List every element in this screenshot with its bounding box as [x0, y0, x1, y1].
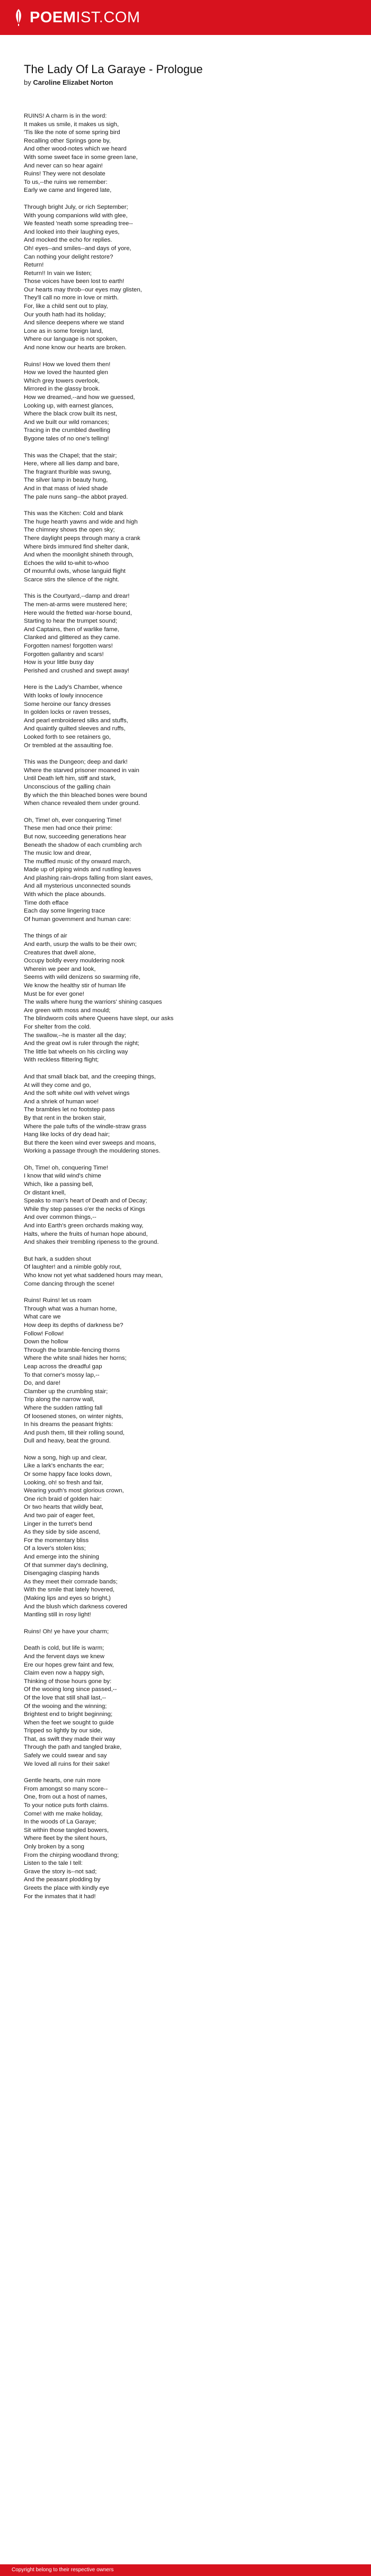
poem-line: Those voices have been lost to earth! — [24, 278, 125, 285]
poem-line: Oh! eyes--and smiles--and days of yore, — [24, 245, 131, 252]
poem-line: Listen to the tale I tell: — [24, 1860, 83, 1867]
poem-line: Scarce stirs the silence of the night. — [24, 576, 119, 583]
poem-line: And two pair of eager feet, — [24, 1512, 95, 1519]
poem-line: Down the hollow — [24, 1339, 68, 1345]
poem-line: Ruins! Oh! ye have your charm; — [24, 1628, 109, 1635]
poem-line: This was the Kitchen: Cold and blank — [24, 510, 123, 517]
poem-line: Here would the fretted war-horse bound, — [24, 609, 132, 616]
poem-line: Where the white snail hides her horns; — [24, 1355, 127, 1362]
poem-line: Tracing in the crumbled dwelling — [24, 427, 110, 434]
poem-line: Each day some lingering trace — [24, 908, 105, 915]
poem-line: Hang like locks of dry dead hair; — [24, 1131, 110, 1138]
poem-line: For shelter from the cold. — [24, 1023, 91, 1030]
poem-line: Of mournful owls, whose languid flight — [24, 568, 126, 575]
poem-line: Linger in the turret's bend — [24, 1520, 92, 1527]
poem-line: And push them, till their rolling sound, — [24, 1429, 125, 1436]
poem-line: Who know not yet what saddened hours may mean, — [24, 1272, 163, 1279]
poem-line: And emerge into the shining — [24, 1554, 99, 1560]
poem-line: Where birds immured find shelter dank, — [24, 543, 129, 550]
poem-line: The fragrant thurible was swung, — [24, 468, 112, 475]
poem-line: Working a passage through the mouldering stones. — [24, 1148, 161, 1155]
poem-line: And we built our wild romances; — [24, 419, 109, 426]
poem-line: And a shriek of human woe! — [24, 1098, 99, 1105]
poem-line: Or some happy face looks down, — [24, 1471, 112, 1478]
poem-line: RUINS! A charm is in the word: — [24, 113, 107, 119]
poem-line: What care we — [24, 1314, 61, 1321]
stanza — [24, 203, 347, 352]
poem-line: There daylight peeps through many a crank — [24, 535, 140, 542]
poem-line: We loved all ruins for their sake! — [24, 1760, 110, 1767]
poem-line: The silver lamp in beauty hung, — [24, 477, 108, 484]
poem-content — [24, 63, 347, 1909]
poem-line: Gentle hearts, one ruin more — [24, 1777, 101, 1784]
poem-line: Forgotten names! forgotten wars! — [24, 643, 113, 650]
poem-line: For the momentary bliss — [24, 1537, 89, 1544]
quill-pen-icon — [12, 8, 25, 26]
poem-line: And the peasant plodding by — [24, 1876, 101, 1883]
stanza — [24, 361, 347, 444]
poem-line: Now a song, high up and clear, — [24, 1454, 107, 1461]
poem-line: At will they come and go, — [24, 1082, 91, 1088]
poem-line: And mocked the echo for replies. — [24, 237, 112, 244]
poem-line: How we loved the haunted glen — [24, 369, 108, 376]
poem-line: And looked into their laughing eyes, — [24, 228, 120, 235]
poem-line: These men had once their prime: — [24, 825, 113, 832]
poem-line: Here, where all lies damp and bare, — [24, 461, 119, 467]
poem-line: With reckless flittering flight; — [24, 1057, 99, 1064]
poem-line: Where the starved prisoner moaned in vain — [24, 767, 139, 774]
poem-line: For, like a child sent out to play, — [24, 303, 108, 310]
poem-line: And plashing rain-drops falling from slant eaves, — [24, 874, 153, 881]
poem-line: Can nothing your delight restore? — [24, 253, 113, 260]
poem-line: And that small black bat, and the creeping things, — [24, 1073, 156, 1080]
stanza — [24, 1628, 347, 1636]
poem-line: Our hearts may throb--our eyes may glisten, — [24, 286, 142, 293]
poem-line: From amongst so many score-- — [24, 1785, 108, 1792]
stanza — [24, 112, 347, 195]
poem-line: I know that wild wind's chime — [24, 1173, 101, 1180]
poem-line: Where the sudden rattling fall — [24, 1404, 103, 1411]
poem-line: Leap across the dreadful gap — [24, 1363, 102, 1370]
poem-line: Creatures that dwell alone, — [24, 949, 96, 956]
stanza — [24, 592, 347, 675]
poem-line: Of the wooing long since passed,-- — [24, 1686, 117, 1693]
poem-line: Starting to hear the trumpet sound; — [24, 618, 118, 625]
poem-line: Echoes the wild to-whit to-whoo — [24, 560, 109, 566]
poem-line: As they side by side ascend, — [24, 1529, 101, 1536]
poem-line: In the woods of La Garaye; — [24, 1819, 96, 1826]
poem-line: With looks of lowly innocence — [24, 693, 103, 699]
poem-line: Early we came and lingered late, — [24, 187, 112, 194]
poem-line: But hark, a sudden shout — [24, 1255, 91, 1262]
poem-byline — [24, 78, 347, 87]
stanza — [24, 758, 347, 808]
poem-body — [24, 112, 347, 1901]
poem-line: And never can so hear again! — [24, 162, 103, 169]
poem-line: Death is cold, but life is warm; — [24, 1645, 104, 1652]
poem-line: To that corner's mossy lap,-- — [24, 1371, 100, 1378]
poem-line: Where fleet by the silent hours, — [24, 1835, 108, 1842]
poem-line: Of human government and human care: — [24, 916, 131, 923]
poem-line: Until Death left him, stiff and stark, — [24, 775, 116, 782]
poem-line: Where the pale tufts of the windle-straw grass — [24, 1123, 147, 1130]
poem-line: That, as swift they made their way — [24, 1736, 116, 1742]
stanza — [24, 510, 347, 584]
poem-line: Thinking of those hours gone by: — [24, 1678, 112, 1685]
poem-line: Oh, Time! oh, ever conquering Time! — [24, 817, 122, 824]
poem-line: Of laughter! and a nimble gobly rout, — [24, 1264, 122, 1271]
poem-line: And quaintly quilted sleeves and ruffs, — [24, 725, 126, 732]
poem-line: Halts, where the fruits of human hope abound, — [24, 1231, 148, 1237]
poem-line: Ere our hopes grew faint and few, — [24, 1661, 114, 1668]
poem-line: Bygone tales of no one's telling! — [24, 435, 109, 442]
poem-line: And the soft white owl with velvet wings — [24, 1090, 130, 1097]
poem-line: Clanked and glittered as they came. — [24, 634, 120, 641]
poem-line: Of that summer day's declining, — [24, 1562, 109, 1569]
poem-line: Come! with me make holiday, — [24, 1810, 103, 1817]
poem-line: Brightest end to bright beginning; — [24, 1711, 113, 1718]
brand-name-light: IST.COM — [76, 8, 140, 26]
stanza — [24, 932, 347, 1065]
poem-line: And none know our hearts are broken. — [24, 344, 127, 351]
poem-line: Through the path and tangled brake, — [24, 1744, 122, 1751]
stanza — [24, 684, 347, 750]
poem-line: Looking, oh! so fresh and fair, — [24, 1479, 103, 1486]
poem-line: Perished and crushed and swept away! — [24, 667, 129, 674]
poem-line: With the smile that lately hovered, — [24, 1587, 114, 1594]
poem-line: Looking up, with earnest glances, — [24, 402, 114, 409]
poem-line: Ruins! How we loved them then! — [24, 361, 111, 368]
poem-line: Recalling other Springs gone by, — [24, 137, 111, 144]
stanza — [24, 1073, 347, 1156]
poem-title: The Lady Of La Garaye - Prologue — [24, 63, 203, 76]
poem-line: From the chirping woodland throng; — [24, 1852, 119, 1858]
stanza — [24, 1164, 347, 1247]
poem-line: Disengaging clasping hands — [24, 1570, 100, 1577]
poem-line: Where the black crow built its nest, — [24, 411, 117, 418]
poem-line: With some sweet face in some green lane, — [24, 154, 138, 161]
poem-line: Or distant knell, — [24, 1189, 66, 1196]
poem-line: Sit within those tangled bowers, — [24, 1827, 109, 1834]
poem-line: Follow! Follow! — [24, 1330, 64, 1337]
poem-line: And earth, usurp the walls to be their own; — [24, 941, 137, 948]
poem-line: The chimney shows the open sky; — [24, 527, 115, 534]
site-logo[interactable] — [12, 6, 140, 29]
poem-line: Or trembled at the assaulting foe. — [24, 742, 113, 749]
poem-line: Made up of piping winds and rustling leaves — [24, 866, 141, 873]
stanza — [24, 1297, 347, 1446]
poem-line: And the fervent days we knew — [24, 1653, 104, 1660]
poem-line: And shakes their trembling ripeness to the ground. — [24, 1239, 159, 1246]
stanza — [24, 1644, 347, 1768]
stanza — [24, 1255, 347, 1288]
poem-line: In golden locks or raven tresses, — [24, 709, 111, 716]
poem-line: To us,--the ruins we remember: — [24, 179, 108, 185]
poem-line: To your notice puts forth claims. — [24, 1802, 109, 1809]
poem-line: (Making lips and eyes so bright,) — [24, 1595, 111, 1601]
poem-line: This is the Courtyard,--damp and drear! — [24, 593, 130, 600]
poem-line: But now, succeeding generations hear — [24, 833, 127, 840]
poem-line: Ruins! They were not desolate — [24, 171, 105, 178]
poem-line: In his dreams the peasant frights: — [24, 1421, 113, 1428]
poem-line: They'll call no more in love or mirth. — [24, 295, 119, 302]
poem-line: Trip along the narrow wall, — [24, 1396, 95, 1403]
poem-line: Speaks to man's heart of Death and of Decay; — [24, 1198, 147, 1205]
poem-line: Of a lover's stolen kiss; — [24, 1545, 86, 1552]
brand-name-strong: POEM — [30, 8, 76, 26]
poem-line: It makes us smile, it makes us sigh, — [24, 121, 119, 128]
poem-line: Claim even now a happy sigh, — [24, 1670, 104, 1677]
poem-line: How deep its depths of darkness be? — [24, 1322, 123, 1329]
poem-line: Through the bramble-fencing thorns — [24, 1347, 120, 1353]
poem-line: One rich braid of golden hair: — [24, 1495, 102, 1502]
poem-line: Of the love that still shall last,-- — [24, 1694, 107, 1701]
poem-line: And Captains, then of warlike fame, — [24, 626, 119, 633]
poem-line: Are green with moss and mould; — [24, 1007, 111, 1014]
poem-line: Lone as in some foreign land, — [24, 327, 103, 334]
poem-line: With which the place abounds. — [24, 891, 106, 898]
poem-line: As they meet their comrade bands; — [24, 1578, 118, 1585]
poem-line: Beneath the shadow of each crumbling arch — [24, 842, 142, 848]
poem-line: Through bright July, or rich September; — [24, 203, 128, 210]
poem-line: And silence deepens where we stand — [24, 320, 124, 326]
poem-line: For the inmates that it had! — [24, 1893, 96, 1900]
poem-line: The music low and drear, — [24, 850, 92, 857]
poem-line: Wherein we peer and look, — [24, 966, 96, 972]
stanza — [24, 1777, 347, 1901]
poem-line: Of loosened stones, on winter nights, — [24, 1413, 123, 1420]
poem-line: The little bat wheels on his circling way — [24, 1048, 128, 1055]
poem-line: Ruins! Ruins! let us roam — [24, 1297, 92, 1304]
poem-line: Occupy boldly every mouldering nook — [24, 958, 125, 964]
copyright-notice: Copyright belong to their respective owners — [12, 2567, 114, 2573]
poem-line: Or two hearts that wildly beat, — [24, 1504, 104, 1511]
poem-line: Which grey towers overlook, — [24, 377, 100, 384]
poem-line: We know the healthy stir of human life — [24, 982, 126, 989]
poem-line: When the feet we sought to guide — [24, 1719, 114, 1726]
poem-line: How is your little busy day — [24, 659, 94, 666]
poem-line: One, from out a host of names, — [24, 1794, 108, 1801]
poem-line: Our youth hath had its holiday; — [24, 311, 106, 318]
poem-line: And the great owl is ruler through the night; — [24, 1040, 139, 1047]
poem-line: This was the Dungeon; deep and dark! — [24, 759, 128, 766]
poem-line: The huge hearth yawns and wide and high — [24, 518, 138, 525]
poem-line: By which the thin bleached bones were bound — [24, 792, 147, 799]
site-header — [0, 0, 371, 35]
poem-line: The men-at-arms were mustered here; — [24, 601, 127, 608]
poem-line: Time doth efface — [24, 899, 69, 906]
poem-line: When chance revealed them under ground. — [24, 800, 140, 807]
poem-line: The walls where hung the warriors' shining casques — [24, 999, 162, 1006]
brand-name — [30, 9, 140, 26]
poem-line: The blindworm coils where Queens have slept, our asks — [24, 1015, 174, 1022]
poem-line: Clamber up the crumbling stair; — [24, 1388, 108, 1395]
poem-line: Mirrored in the glassy brook. — [24, 386, 100, 393]
poem-line: The muffled music of thy onward march, — [24, 858, 131, 865]
poem-line: And the blush which darkness covered — [24, 1603, 128, 1610]
poem-line: Oh, Time! oh, conquering Time! — [24, 1164, 108, 1171]
poem-line: The things of air — [24, 933, 67, 940]
poem-line: 'Tis like the note of some spring bird — [24, 129, 120, 136]
poem-line: This was the Chapel; that the stair; — [24, 452, 117, 459]
poem-line: Grave the story is--not sad; — [24, 1868, 97, 1875]
poem-line: But there the keen wind ever sweeps and moans, — [24, 1139, 156, 1146]
poem-line: And in that mass of ivied shade — [24, 485, 108, 492]
author-name[interactable]: Caroline Elizabet Norton — [33, 78, 113, 86]
poem-line: Wearing youth's most glorious crown, — [24, 1488, 124, 1494]
poem-line: And over common things,-- — [24, 1214, 96, 1221]
poem-line: Some heroine our fancy dresses — [24, 701, 111, 707]
stanza — [24, 452, 347, 502]
poem-line: Through what was a human home, — [24, 1305, 117, 1312]
poem-line: Which, like a passing bell, — [24, 1181, 94, 1188]
poem-line: Here is the Lady's Chamber, whence — [24, 684, 122, 691]
poem-line: And other wood-notes which we heard — [24, 146, 127, 153]
poem-line: With young companions wild with glee, — [24, 212, 128, 219]
poem-line: And pearl embroidered silks and stuffs, — [24, 717, 128, 724]
poem-line: Dull and heavy, beat the ground. — [24, 1438, 111, 1445]
poem-line: And into Earth's green orchards making way, — [24, 1223, 144, 1229]
poem-line: And all mysterious unconnected sounds — [24, 883, 131, 890]
poem-line: Tripped so lightly by our side, — [24, 1728, 102, 1734]
poem-line: Mantling still in rosy light! — [24, 1612, 91, 1618]
poem-line: We feasted 'neath some spreading tree-- — [24, 220, 133, 227]
poem-line: Unconscious of the galling chain — [24, 783, 111, 790]
poem-line: Do, and dare! — [24, 1380, 61, 1387]
poem-line: Looked forth to see retainers go, — [24, 733, 111, 740]
poem-line: Must be for ever gone! — [24, 990, 84, 997]
poem-line: How we dreamed,--and how we guessed, — [24, 394, 135, 401]
poem-line: Return!! In vain we listen; — [24, 270, 92, 277]
poem-line: The swallow,--he is master all the day; — [24, 1032, 127, 1039]
poem-line: Where our language is not spoken, — [24, 336, 118, 343]
poem-line: Return! — [24, 262, 44, 269]
byline-prefix: by — [24, 78, 31, 86]
stanza — [24, 1454, 347, 1619]
poem-line: Forgotten gallantry and scars! — [24, 651, 104, 658]
poem-line: Safely we could swear and say — [24, 1752, 107, 1759]
poem-line: Of the wooing and the winning; — [24, 1703, 107, 1710]
poem-line: While thy step passes o'er the necks of Kings — [24, 1206, 145, 1212]
poem-line: Seems with wild denizens so swarming rife, — [24, 974, 140, 981]
poem-line: And when the moonlight shineth through, — [24, 552, 134, 559]
poem-line: The brambles let no footstep pass — [24, 1106, 115, 1113]
poem-line: Only broken by a song — [24, 1844, 84, 1850]
poem-line: Like a lark's enchants the ear; — [24, 1463, 104, 1470]
poem-line: Greets the place with kindly eye — [24, 1884, 109, 1891]
stanza — [24, 817, 347, 924]
site-footer — [0, 2564, 371, 2576]
poem-line: By that rent in the broken stair, — [24, 1114, 106, 1121]
poem-line: Come dancing through the scene! — [24, 1280, 114, 1287]
poem-line: The pale nuns sang--the abbot prayed. — [24, 493, 128, 500]
